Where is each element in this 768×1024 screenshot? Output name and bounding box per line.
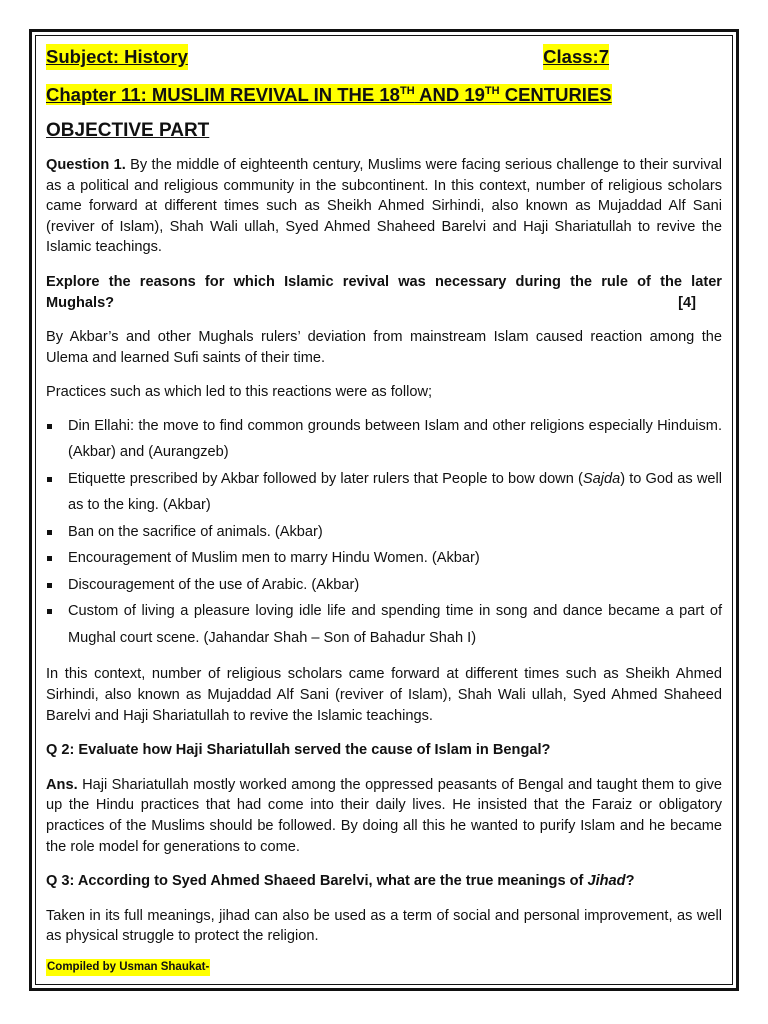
explore-marks: [4]	[678, 294, 696, 311]
question-3-italic: Jihad	[587, 873, 626, 890]
explore-question	[46, 272, 722, 313]
list-item: Din Ellahi: the move to find common grounds between Islam and other religions especially Hinduism. (Akbar) and (Aurangzeb)	[46, 413, 722, 466]
context-paragraph: In this context, number of religious scholars came forward at different times such as Sheikh Ahmed Sirhindi, also known as Mujaddad Alf Sani (reviver of Islam), Shah Wali ullah, Syed Ahmed Shaheed Barelvi and Haji Shariatullah to revive the Islamic teachings.	[46, 666, 722, 724]
list-item-italic: Sajda	[582, 470, 621, 487]
header-row	[46, 44, 722, 70]
list-item: Custom of living a pleasure loving idle life and spending time in song and dance became a part of Mughal court scene. (Jahandar Shah – Son of Bahadur Shah I)	[46, 598, 722, 651]
practices-list	[46, 413, 722, 652]
chapter-title-part1: Chapter 11: MUSLIM REVIVAL IN THE 18	[46, 84, 400, 105]
chapter-title-part2: AND 19	[414, 84, 485, 105]
chapter-title-sup2: TH	[484, 85, 500, 97]
chapter-title-sup1: TH	[399, 85, 415, 97]
question-1-text: By the middle of eighteenth century, Muslims were facing serious challenge to their survival as a political and religious community in the subcontinent. In this context, number of religious scholars came forward at different times such as Sheikh Ahmed Sirhindi, also known as Mujaddad Alf Sani (reviver of Islam), Shah Wali ullah, Syed Ahmed Shaheed Barelvi and Haji Shariatullah to revive the Islamic teachings.	[46, 157, 723, 256]
answer-2-text: Haji Shariatullah mostly worked among the oppressed peasants of Bengal and taught them to give up the Hindu practices that had come into their daily lives. He insisted that the Faraiz or obligatory practices of the Muslims should be followed. By doing all this he wanted to purify Islam and he became the role model for generations to come.	[46, 776, 722, 855]
compiled-by-footer: Compiled by Usman Shaukat-	[46, 959, 210, 976]
list-item: Ban on the sacrifice of animals. (Akbar)	[46, 519, 722, 546]
question-3	[46, 871, 722, 892]
answer-label: Ans.	[46, 776, 78, 793]
list-item-text: ) to God as well as to the king. (Akbar)	[68, 470, 722, 514]
question-3-end: ?	[625, 873, 635, 890]
answer-3-paragraph: Taken in its full meanings, jihad can also be used as a term of social and personal improvement, as well as physical struggle to protect the religion.	[46, 907, 722, 945]
chapter-title-part3: CENTURIES	[499, 84, 612, 105]
list-item	[46, 466, 722, 519]
document-content	[46, 44, 722, 976]
explore-question-text: Explore the reasons for which Islamic revival was necessary during the rule of the later Mughals?	[46, 273, 722, 311]
question-1-label: Question 1.	[46, 157, 126, 173]
question-2: Q 2: Evaluate how Haji Shariatullah served the cause of Islam in Bengal?	[46, 742, 551, 759]
question-3-text: Q 3: According to Syed Ahmed Shaeed Barelvi, what are the true meanings of	[46, 873, 588, 890]
list-item-text: Etiquette prescribed by Akbar followed by later rulers that People to bow down (	[68, 470, 583, 487]
class-label: Class:7	[543, 44, 609, 70]
akbar-paragraph: By Akbar’s and other Mughals rulers’ deviation from mainstream Islam caused reaction among the Ulema and learned Sufi saints of their time.	[46, 329, 722, 366]
question-1-paragraph	[46, 155, 722, 258]
practices-intro: Practices such as which led to this reactions were as follow;	[46, 384, 433, 401]
subject-label: Subject: History	[46, 44, 188, 70]
section-title: OBJECTIVE PART	[46, 120, 210, 141]
list-item: Encouragement of Muslim men to marry Hindu Women. (Akbar)	[46, 545, 722, 572]
list-item: Discouragement of the use of Arabic. (Akbar)	[46, 572, 722, 599]
chapter-title	[46, 82, 722, 108]
answer-2-paragraph	[46, 775, 722, 857]
